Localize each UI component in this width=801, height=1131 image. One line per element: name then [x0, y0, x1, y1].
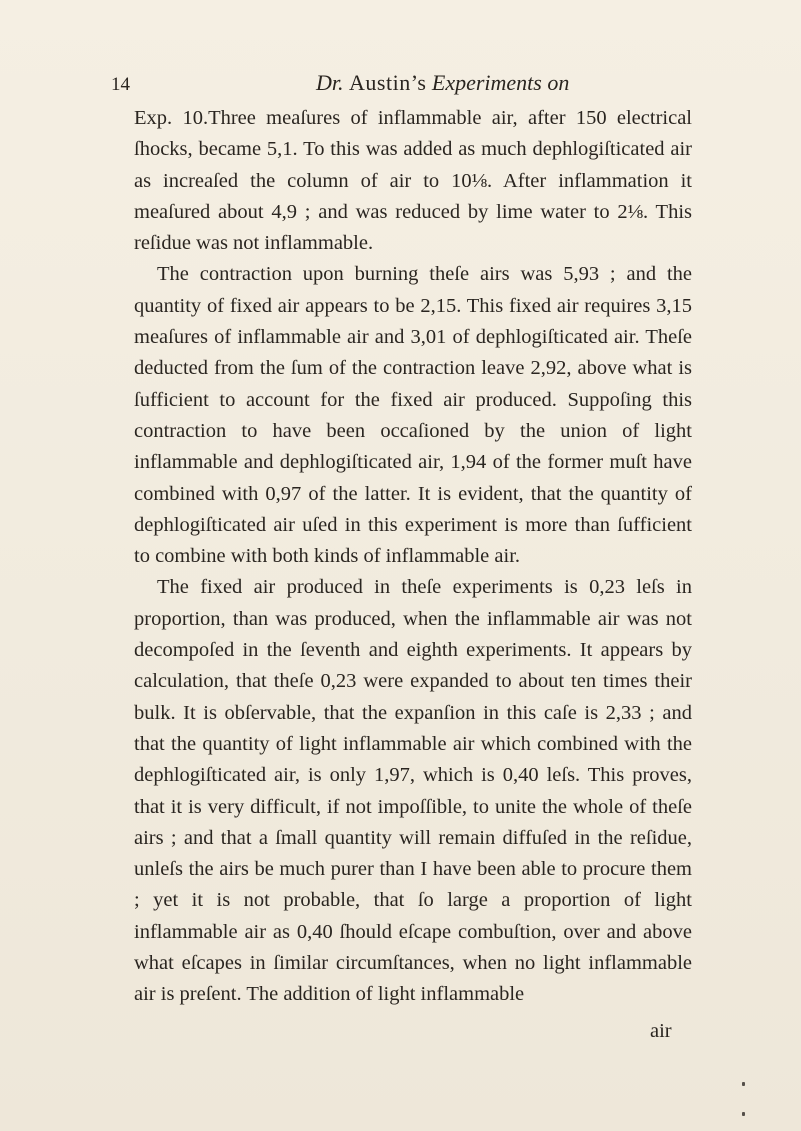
running-title-possessive: ’s — [410, 70, 427, 95]
running-title-subject: Experiments on — [431, 70, 570, 95]
paper-specks — [742, 1082, 748, 1122]
catchword: air — [650, 1020, 672, 1042]
body-text — [134, 103, 692, 1011]
page-number: 14 — [111, 74, 130, 95]
running-head — [111, 70, 681, 100]
paragraph-fixed-air: The fixed air produced in theſe experiments is 0,23 leſs in proportion, than was produced, when the inflammable air was not decompoſed in the ſeventh and eighth experiments. It appears by calculation, that theſe 0,23 were expanded to about ten times their bulk. It is obſervable, that the expanſion in this caſe is 2,33 ; and that the quantity of light inflammable air which combined with the dephlogiſticated air, is only 1,97, which is 0,40 leſs. This proves, that it is very difficult, if not impoſſible, to unite the whole of theſe airs ; and that a ſmall quantity will remain diffuſed in the reſidue, unleſs the airs be much purer than I have been able to procure them ; yet it is not probable, that ſo large a proportion of light inflammable air as 0,40 ſhould eſcape combuſtion, over and above what eſcapes in ſimilar circumſtances, when no light inflammable air is preſent. The addition of light inflammable — [134, 576, 692, 1006]
running-title — [316, 70, 569, 96]
paragraph-experiment-10: Exp. 10.Three meaſures of inflammable air, after 150 electrical ſhocks, became 5,1. To this was added as much dephlogiſticated air as increaſed the column of air to 10⅛. After inflammation it meaſured about 4,9 ; and was reduced by lime water to 2⅛. This reſidue was not inflammable. — [134, 107, 692, 255]
running-title-prefix: Dr. — [316, 70, 344, 95]
running-title-author: Austin — [349, 70, 411, 95]
paragraph-contraction: The contraction upon burning theſe airs was 5,93 ; and the quantity of fixed air appears to be 2,15. This fixed air requires 3,15 meaſures of inflammable air and 3,01 of dephlogiſticated air. Theſe deducted from the ſum of the contraction leave 2,92, above what is ſufficient to account for the fixed air produced. Suppoſing this contraction to have been occaſioned by the union of light inflammable and dephlogiſticated air, 1,94 of the former muſt have combined with 0,97 of the latter. It is evident, that the quantity of dephlogiſticated air uſed in this experiment is more than ſufficient to combine with both kinds of inflammable air. — [134, 263, 692, 568]
